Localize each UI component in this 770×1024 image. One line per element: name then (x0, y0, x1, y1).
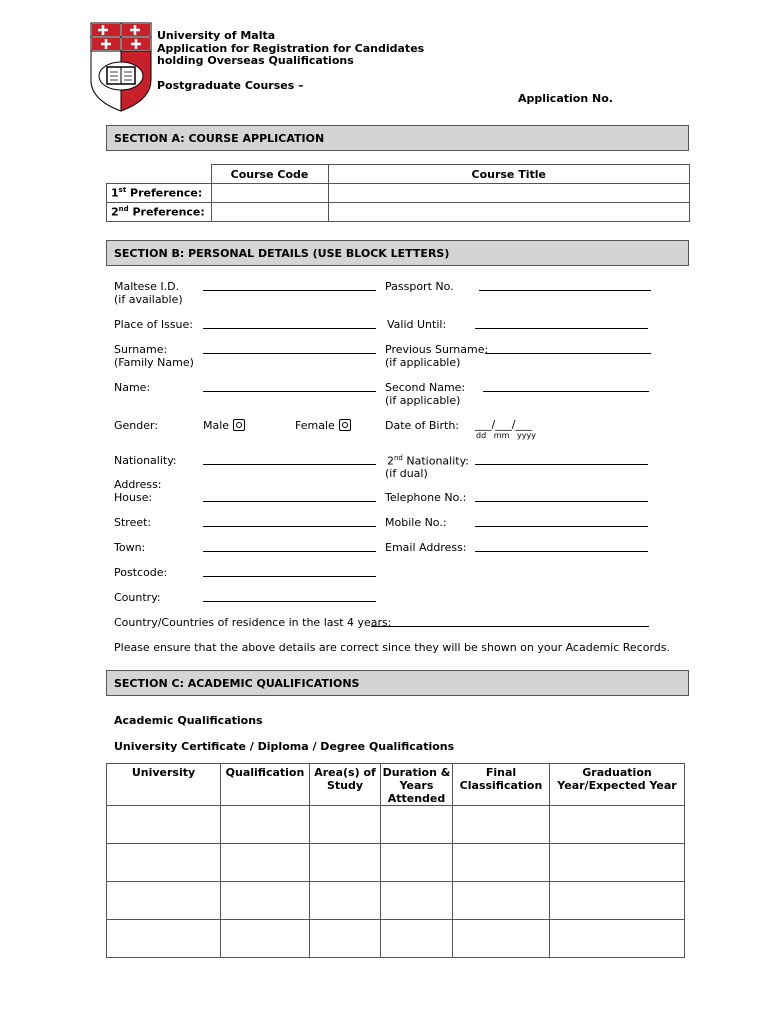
table-cell[interactable] (381, 844, 453, 882)
table-cell[interactable] (550, 844, 685, 882)
female-radio-icon[interactable] (339, 419, 351, 431)
country-label: Country: (114, 591, 161, 604)
table-cell[interactable] (221, 882, 310, 920)
place-of-issue-field[interactable] (203, 328, 376, 329)
country-field[interactable] (203, 601, 376, 602)
street-label: Street: (114, 516, 152, 529)
application-no-label: Application No. (518, 92, 613, 105)
col-graduation-year: Graduation Year/Expected Year (550, 764, 685, 806)
previous-surname-note: (if applicable) (385, 356, 461, 369)
col-qualification: Qualification (221, 764, 310, 806)
qualifications-table (106, 763, 685, 958)
house-field[interactable] (203, 501, 376, 502)
table-cell[interactable] (550, 806, 685, 844)
gender-label: Gender: (114, 419, 159, 432)
valid-until-label: Valid Until: (387, 318, 447, 331)
pref-1-label: 1st Preference: (107, 184, 212, 203)
pref-2-label: 2nd Preference: (107, 203, 212, 222)
table-cell[interactable] (453, 844, 550, 882)
town-field[interactable] (203, 551, 376, 552)
section-b-header: SECTION B: PERSONAL DETAILS (USE BLOCK LETTERS) (106, 240, 689, 266)
second-name-label: Second Name: (385, 381, 466, 394)
telephone-label: Telephone No.: (385, 491, 467, 504)
col-course-title: Course Title (328, 165, 690, 184)
col-duration: Duration & Years Attended (381, 764, 453, 806)
header-application-title: Application for Registration for Candidates (157, 42, 425, 55)
date-of-birth-format: dd mm yyyy (476, 431, 536, 440)
email-label: Email Address: (385, 541, 467, 554)
table-cell[interactable] (107, 844, 221, 882)
second-nationality-label: 2nd Nationality: (387, 454, 470, 468)
table-cell[interactable] (107, 806, 221, 844)
family-name-note: (Family Name) (114, 356, 194, 369)
postcode-field[interactable] (203, 576, 376, 577)
details-notice: Please ensure that the above details are correct since they will be shown on your Academic Records. (114, 641, 671, 654)
table-row (107, 844, 685, 882)
table-cell[interactable] (221, 920, 310, 958)
section-c-header: SECTION C: ACADEMIC QUALIFICATIONS (106, 670, 689, 696)
mobile-field[interactable] (475, 526, 648, 527)
gender-male-option[interactable]: Male (203, 419, 245, 432)
table-row (107, 806, 685, 844)
table-cell[interactable] (107, 882, 221, 920)
header-university: University of Malta (157, 29, 276, 42)
previous-surname-label: Previous Surname: (385, 343, 489, 356)
academic-qualifications-heading: Academic Qualifications (114, 714, 263, 727)
date-of-birth-field[interactable]: ___/___/___ (475, 418, 532, 431)
second-nationality-field[interactable] (475, 464, 648, 465)
table-cell[interactable] (550, 920, 685, 958)
town-label: Town: (114, 541, 146, 554)
passport-label: Passport No. (385, 280, 454, 293)
telephone-field[interactable] (475, 501, 648, 502)
table-cell[interactable] (381, 920, 453, 958)
col-area-of-study: Area(s) of Study (310, 764, 381, 806)
name-label: Name: (114, 381, 151, 394)
pref-1-title-cell[interactable] (328, 184, 690, 203)
street-field[interactable] (203, 526, 376, 527)
nationality-field[interactable] (203, 464, 376, 465)
place-of-issue-label: Place of Issue: (114, 318, 193, 331)
house-label: House: (114, 491, 153, 504)
col-course-code: Course Code (211, 165, 328, 184)
table-row (107, 882, 685, 920)
table-cell[interactable] (310, 882, 381, 920)
countries-residence-label: Country/Countries of residence in the last 4 years: (114, 616, 392, 629)
countries-residence-field[interactable] (371, 626, 649, 627)
nationality-label: Nationality: (114, 454, 177, 467)
email-field[interactable] (475, 551, 648, 552)
col-university: University (107, 764, 221, 806)
second-name-note: (if applicable) (385, 394, 461, 407)
mobile-label: Mobile No.: (385, 516, 447, 529)
table-cell[interactable] (453, 920, 550, 958)
pref-2-code-cell[interactable] (211, 203, 328, 222)
pref-1-code-cell[interactable] (211, 184, 328, 203)
table-cell[interactable] (550, 882, 685, 920)
second-nationality-note: (if dual) (385, 467, 428, 480)
passport-field[interactable] (479, 290, 651, 291)
header-overseas: holding Overseas Qualifications (157, 54, 354, 67)
address-label: Address: (114, 478, 162, 491)
male-radio-icon[interactable] (233, 419, 245, 431)
surname-field[interactable] (203, 353, 376, 354)
table-cell[interactable] (221, 806, 310, 844)
table-cell[interactable] (221, 844, 310, 882)
course-preference-table (106, 164, 690, 222)
table-cell[interactable] (310, 806, 381, 844)
table-cell[interactable] (453, 882, 550, 920)
second-name-field[interactable] (483, 391, 649, 392)
table-cell[interactable] (453, 806, 550, 844)
if-available-note: (if available) (114, 293, 183, 306)
table-cell[interactable] (310, 844, 381, 882)
table-cell[interactable] (107, 920, 221, 958)
surname-label: Surname: (114, 343, 168, 356)
date-of-birth-label: Date of Birth: (385, 419, 460, 432)
table-cell[interactable] (381, 806, 453, 844)
header-postgraduate: Postgraduate Courses – (157, 79, 304, 92)
pref-2-title-cell[interactable] (328, 203, 690, 222)
postcode-label: Postcode: (114, 566, 168, 579)
university-shield-logo (90, 22, 152, 112)
table-cell[interactable] (310, 920, 381, 958)
section-a-header: SECTION A: COURSE APPLICATION (106, 125, 689, 151)
university-qualifications-heading: University Certificate / Diploma / Degree Qualifications (114, 740, 455, 753)
gender-female-option[interactable]: Female (295, 419, 351, 432)
col-final-classification: Final Classification (453, 764, 550, 806)
table-row (107, 920, 685, 958)
valid-until-field[interactable] (475, 328, 648, 329)
name-field[interactable] (203, 391, 376, 392)
previous-surname-field[interactable] (485, 353, 651, 354)
table-cell[interactable] (381, 882, 453, 920)
maltese-id-field[interactable] (203, 290, 376, 291)
maltese-id-label: Maltese I.D. (114, 280, 180, 293)
